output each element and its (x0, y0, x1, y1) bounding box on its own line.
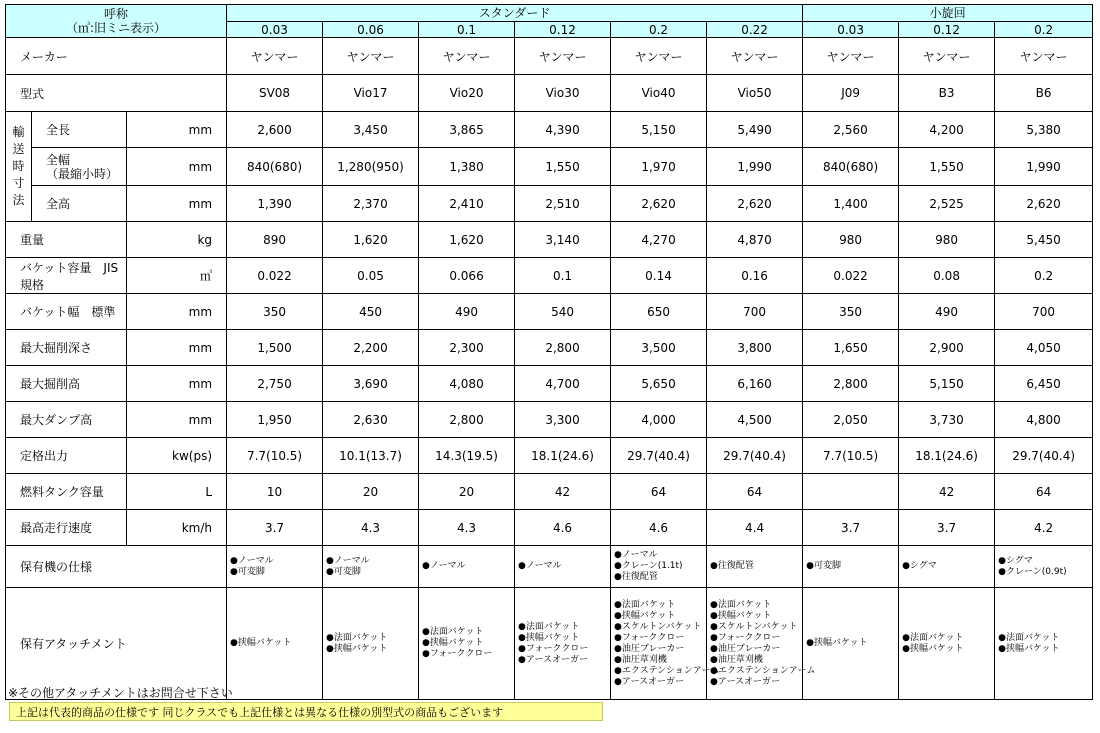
value-cell: 1,550 (899, 148, 995, 186)
class-cell: 0.06 (323, 22, 419, 38)
row-unit: ㎥ (127, 258, 227, 294)
value-cell: 10 (227, 474, 323, 510)
attachments-item: ●挟幅バケット (518, 632, 580, 643)
value-cell: ヤンマー (611, 38, 707, 75)
attachments-cell (611, 588, 720, 700)
row-spec (6, 294, 1093, 330)
value-cell: 2,200 (323, 330, 419, 366)
value-cell: 1,990 (995, 148, 1093, 186)
value-cell: 1,550 (515, 148, 611, 186)
value-cell: ヤンマー (515, 38, 611, 75)
value-cell: 7.7(10.5) (803, 438, 899, 474)
value-cell: 1,620 (323, 222, 419, 258)
value-cell: 14.3(19.5) (419, 438, 515, 474)
attachments-item: ●アースオーガー (710, 676, 780, 687)
attachments-item: ●挟幅バケット (806, 638, 868, 648)
header-name-sub: （㎥:旧ミニ表示） (65, 21, 167, 35)
value-cell: 20 (419, 474, 515, 510)
value-cell: 5,650 (611, 366, 707, 402)
class-cell: 0.2 (995, 22, 1093, 38)
value-cell: B6 (995, 75, 1093, 112)
value-cell: 0.022 (803, 258, 899, 294)
value-cell: 0.14 (611, 258, 707, 294)
value-cell: 2,620 (995, 186, 1093, 222)
value-cell: ヤンマー (227, 38, 323, 75)
attachments-item: ●フォーククロー (614, 632, 685, 643)
value-cell: 490 (899, 294, 995, 330)
row-spec (6, 474, 1093, 510)
attachments-item: ●スケルトンバケット (710, 621, 798, 632)
value-cell: 18.1(24.6) (899, 438, 995, 474)
value-cell: J09 (803, 75, 899, 112)
value-cell: 18.1(24.6) (515, 438, 611, 474)
value-cell: 0.066 (419, 258, 515, 294)
value-cell: 1,380 (419, 148, 515, 186)
value-cell: 2,300 (419, 330, 515, 366)
value-cell: 840(680) (227, 148, 323, 186)
attachments-cell (803, 588, 899, 700)
value-cell: 2,510 (515, 186, 611, 222)
row-label: 燃料タンク容量 (6, 474, 127, 510)
row-unit: kg (127, 222, 227, 258)
row-spec (6, 402, 1093, 438)
value-cell: 890 (227, 222, 323, 258)
value-cell: 2,800 (419, 402, 515, 438)
value-cell: 1,390 (227, 186, 323, 222)
attachments-item: ●挟幅バケット (326, 643, 388, 654)
value-cell: 450 (323, 294, 419, 330)
value-cell: 1,970 (611, 148, 707, 186)
value-cell: 20 (323, 474, 419, 510)
specs-cell (515, 546, 611, 588)
value-cell: 650 (611, 294, 707, 330)
attachments-item: ●法面バケット (902, 632, 964, 643)
value-cell: 4,870 (707, 222, 803, 258)
value-cell: 0.2 (995, 258, 1093, 294)
value-cell: 5,380 (995, 112, 1093, 148)
value-cell: ヤンマー (803, 38, 899, 75)
attachments-cell (707, 588, 816, 700)
transport-group-char: 法 (12, 193, 25, 207)
value-cell: ヤンマー (419, 38, 515, 75)
transport-width-label-text: 全幅 (46, 152, 71, 167)
note-text: ※その他アタッチメントはお問合せ下さい (8, 686, 233, 700)
value-cell: 490 (419, 294, 515, 330)
value-cell: 2,525 (899, 186, 995, 222)
transport-width-label (32, 148, 127, 186)
transport-group-char: 寸 (12, 176, 25, 190)
header-name-cell (6, 5, 227, 38)
specs-item: ●可変脚 (806, 561, 841, 571)
class-cell: 0.1 (419, 22, 515, 38)
value-cell (803, 474, 899, 510)
attachments-item: ●法面バケット (998, 632, 1060, 643)
specs-label: 保有機の仕様 (6, 546, 227, 588)
value-cell: 3,690 (323, 366, 419, 402)
attachments-label: 保有アタッチメント (6, 588, 227, 700)
value-cell: 3,865 (419, 112, 515, 148)
attachments-item: ●アースオーガー (518, 654, 588, 665)
value-cell: 6,160 (707, 366, 803, 402)
value-cell: Vio40 (611, 75, 707, 112)
class-cell: 0.22 (707, 22, 803, 38)
value-cell: 7.7(10.5) (227, 438, 323, 474)
value-cell: 4,270 (611, 222, 707, 258)
value-cell: 4,200 (899, 112, 995, 148)
attachments-item: ●フォーククロー (518, 643, 589, 654)
value-cell: 1,500 (227, 330, 323, 366)
transport-group-char: 送 (12, 142, 25, 156)
row-transport-height (6, 186, 1093, 222)
value-cell: 42 (899, 474, 995, 510)
value-cell: 6,450 (995, 366, 1093, 402)
value-cell: 1,950 (227, 402, 323, 438)
row-label: 最大掘削高 (6, 366, 127, 402)
value-cell: 42 (515, 474, 611, 510)
transport-height-label-text: 全高 (46, 196, 71, 211)
specs-item: ●ノーマル (422, 561, 466, 571)
value-cell: 3,730 (899, 402, 995, 438)
specs-cell (707, 546, 803, 588)
value-cell: 0.1 (515, 258, 611, 294)
attachments-item: ●油圧草刈機 (710, 654, 763, 665)
attachments-cell (899, 588, 995, 700)
value-cell: 0.16 (707, 258, 803, 294)
model-label: 型式 (6, 75, 227, 112)
value-cell: 1,650 (803, 330, 899, 366)
row-unit: mm (127, 366, 227, 402)
attachments-item: ●挟幅バケット (422, 638, 484, 648)
specs-cell (995, 546, 1093, 588)
specs-item: ●シグマ (902, 561, 937, 571)
value-cell: 3,140 (515, 222, 611, 258)
value-cell: 5,450 (995, 222, 1093, 258)
transport-group-char: 時 (12, 159, 25, 173)
row-unit: mm (127, 330, 227, 366)
row-label: 重量 (6, 222, 127, 258)
maker-label: メーカー (6, 38, 227, 75)
value-cell: Vio50 (707, 75, 803, 112)
value-cell: 540 (515, 294, 611, 330)
specs-item: ●往復配管 (710, 561, 754, 571)
value-cell: 4.3 (323, 510, 419, 546)
attachments-item: ●法面バケット (422, 627, 484, 637)
attachments-cell (995, 588, 1093, 700)
value-cell: 4,700 (515, 366, 611, 402)
value-cell: 2,800 (515, 330, 611, 366)
value-cell: 1,280(950) (323, 148, 419, 186)
class-cell: 0.2 (611, 22, 707, 38)
attachments-item: ●スケルトンバケット (614, 621, 702, 632)
value-cell: 64 (611, 474, 707, 510)
value-cell: 29.7(40.4) (995, 438, 1093, 474)
transport-length-unit: mm (127, 112, 227, 148)
specs-item: ●可変脚 (230, 566, 265, 577)
value-cell: 2,900 (899, 330, 995, 366)
value-cell: 4.4 (707, 510, 803, 546)
value-cell: 64 (707, 474, 803, 510)
value-cell: ヤンマー (899, 38, 995, 75)
transport-length-label (32, 112, 127, 148)
value-cell: 10.1(13.7) (323, 438, 419, 474)
row-spec (6, 330, 1093, 366)
class-cell: 0.12 (515, 22, 611, 38)
row-spec (6, 366, 1093, 402)
value-cell: 700 (995, 294, 1093, 330)
attachments-item: ●フォーククロー (710, 632, 781, 643)
value-cell: 980 (899, 222, 995, 258)
row-label: 最大ダンプ高 (6, 402, 127, 438)
attachments-item: ●法面バケット (326, 632, 388, 643)
value-cell: 980 (803, 222, 899, 258)
value-cell: 4,050 (995, 330, 1093, 366)
value-cell: 2,800 (803, 366, 899, 402)
value-cell: 3.7 (227, 510, 323, 546)
spec-table (5, 4, 1093, 700)
transport-width-label-sub: （最縮小時） (46, 166, 119, 181)
value-cell: 350 (803, 294, 899, 330)
class-cell: 0.03 (227, 22, 323, 38)
value-cell: 4,500 (707, 402, 803, 438)
value-cell: 2,750 (227, 366, 323, 402)
transport-width-unit: mm (127, 148, 227, 186)
value-cell: 4.6 (611, 510, 707, 546)
transport-group-label (6, 112, 32, 222)
row-transport-length (6, 112, 1093, 148)
specs-item: ●ノーマル (230, 555, 274, 566)
row-label: 定格出力 (6, 438, 127, 474)
value-cell: SV08 (227, 75, 323, 112)
row-maker (6, 38, 1093, 75)
attachments-cell (227, 588, 323, 700)
value-cell: 0.08 (899, 258, 995, 294)
transport-height-label (32, 186, 127, 222)
attachments-item: ●フォーククロー (422, 649, 493, 659)
attachments-item: ●油圧ブレーカー (710, 643, 781, 654)
value-cell: 3.7 (899, 510, 995, 546)
value-cell: 4,800 (995, 402, 1093, 438)
specs-cell (323, 546, 419, 588)
class-cell: 0.03 (803, 22, 899, 38)
value-cell: 5,150 (611, 112, 707, 148)
value-cell: 2,410 (419, 186, 515, 222)
row-unit: mm (127, 402, 227, 438)
transport-group-char: 輸 (12, 125, 25, 139)
value-cell: 2,600 (227, 112, 323, 148)
attachments-item: ●法面バケット (518, 621, 580, 632)
value-cell: 3,450 (323, 112, 419, 148)
specs-item: ●シグマ (998, 555, 1033, 566)
value-cell: Vio20 (419, 75, 515, 112)
disclaimer-box: 上記は代表的商品の仕様です 同じクラスでも上記仕様とは異なる仕様の別型式の商品もございます (9, 702, 603, 721)
value-cell: 1,400 (803, 186, 899, 222)
value-cell: 4.6 (515, 510, 611, 546)
value-cell: 700 (707, 294, 803, 330)
value-cell: 3,500 (611, 330, 707, 366)
specs-item: ●往復配管 (614, 572, 658, 582)
value-cell: 2,620 (707, 186, 803, 222)
row-unit: kw(ps) (127, 438, 227, 474)
row-attachments (6, 588, 1093, 700)
value-cell: 64 (995, 474, 1093, 510)
transport-height-unit: mm (127, 186, 227, 222)
attachments-item: ●挟幅バケット (614, 610, 676, 621)
header-name-label: 呼称 (104, 7, 129, 21)
attachments-item: ●挟幅バケット (710, 610, 772, 621)
attachments-item: ●法面バケット (710, 599, 772, 610)
header-group-standard: スタンダード (227, 5, 803, 22)
specs-item: ●ノーマル (518, 561, 562, 571)
row-model (6, 75, 1093, 112)
attachments-cell (419, 588, 515, 700)
specs-cell (611, 546, 707, 588)
specs-cell (227, 546, 323, 588)
value-cell: 4,390 (515, 112, 611, 148)
value-cell: Vio17 (323, 75, 419, 112)
value-cell: 2,560 (803, 112, 899, 148)
value-cell: 350 (227, 294, 323, 330)
row-label: バケット容量 JIS規格 (6, 258, 127, 294)
attachments-item: ●エクステンションアーム (710, 665, 816, 676)
attachments-item: ●アースオーガー (614, 676, 684, 687)
row-specs (6, 546, 1093, 588)
attachments-item: ●油圧草刈機 (614, 654, 667, 665)
row-spec (6, 510, 1093, 546)
value-cell: ヤンマー (707, 38, 803, 75)
transport-length-label-text: 全長 (46, 122, 71, 137)
specs-item: ●クレーン(1.1t) (614, 561, 683, 571)
row-spec (6, 438, 1093, 474)
row-label: バケット幅 標準 (6, 294, 127, 330)
attachments-item: ●挟幅バケット (998, 643, 1060, 654)
specs-item: ●クレーン(0.9t) (998, 566, 1067, 577)
specs-item: ●ノーマル (326, 555, 370, 566)
attachments-item: ●エクステンションアーム (614, 665, 720, 676)
value-cell: 2,630 (323, 402, 419, 438)
attachments-item: ●挟幅バケット (902, 643, 964, 654)
value-cell: 2,050 (803, 402, 899, 438)
specs-item: ●可変脚 (326, 566, 361, 577)
row-unit: mm (127, 294, 227, 330)
value-cell: 840(680) (803, 148, 899, 186)
value-cell: ヤンマー (323, 38, 419, 75)
specs-cell (899, 546, 995, 588)
row-label: 最高走行速度 (6, 510, 127, 546)
value-cell: ヤンマー (995, 38, 1093, 75)
specs-item: ●ノーマル (614, 550, 658, 560)
attachments-cell (323, 588, 419, 700)
value-cell: 1,620 (419, 222, 515, 258)
row-spec (6, 258, 1093, 294)
row-transport-width (6, 148, 1093, 186)
row-label: 最大掘削深さ (6, 330, 127, 366)
row-spec (6, 222, 1093, 258)
value-cell: 2,370 (323, 186, 419, 222)
value-cell: 3,800 (707, 330, 803, 366)
value-cell: 0.05 (323, 258, 419, 294)
specs-cell (803, 546, 899, 588)
value-cell: 1,990 (707, 148, 803, 186)
value-cell: Vio30 (515, 75, 611, 112)
value-cell: 4,000 (611, 402, 707, 438)
attachments-item: ●法面バケット (614, 599, 676, 610)
value-cell: 4,080 (419, 366, 515, 402)
attachments-item: ●挟幅バケット (230, 638, 292, 648)
value-cell: 5,150 (899, 366, 995, 402)
value-cell: 29.7(40.4) (707, 438, 803, 474)
value-cell: 4.2 (995, 510, 1093, 546)
specs-cell (419, 546, 515, 588)
header-group-small: 小旋回 (803, 5, 1093, 22)
attachments-cell (515, 588, 611, 700)
value-cell: 3,300 (515, 402, 611, 438)
value-cell: 2,620 (611, 186, 707, 222)
value-cell: 0.022 (227, 258, 323, 294)
row-unit: km/h (127, 510, 227, 546)
value-cell: B3 (899, 75, 995, 112)
value-cell: 3.7 (803, 510, 899, 546)
class-cell: 0.12 (899, 22, 995, 38)
value-cell: 4.3 (419, 510, 515, 546)
row-unit: L (127, 474, 227, 510)
attachments-item: ●油圧ブレーカー (614, 643, 685, 654)
value-cell: 5,490 (707, 112, 803, 148)
value-cell: 29.7(40.4) (611, 438, 707, 474)
